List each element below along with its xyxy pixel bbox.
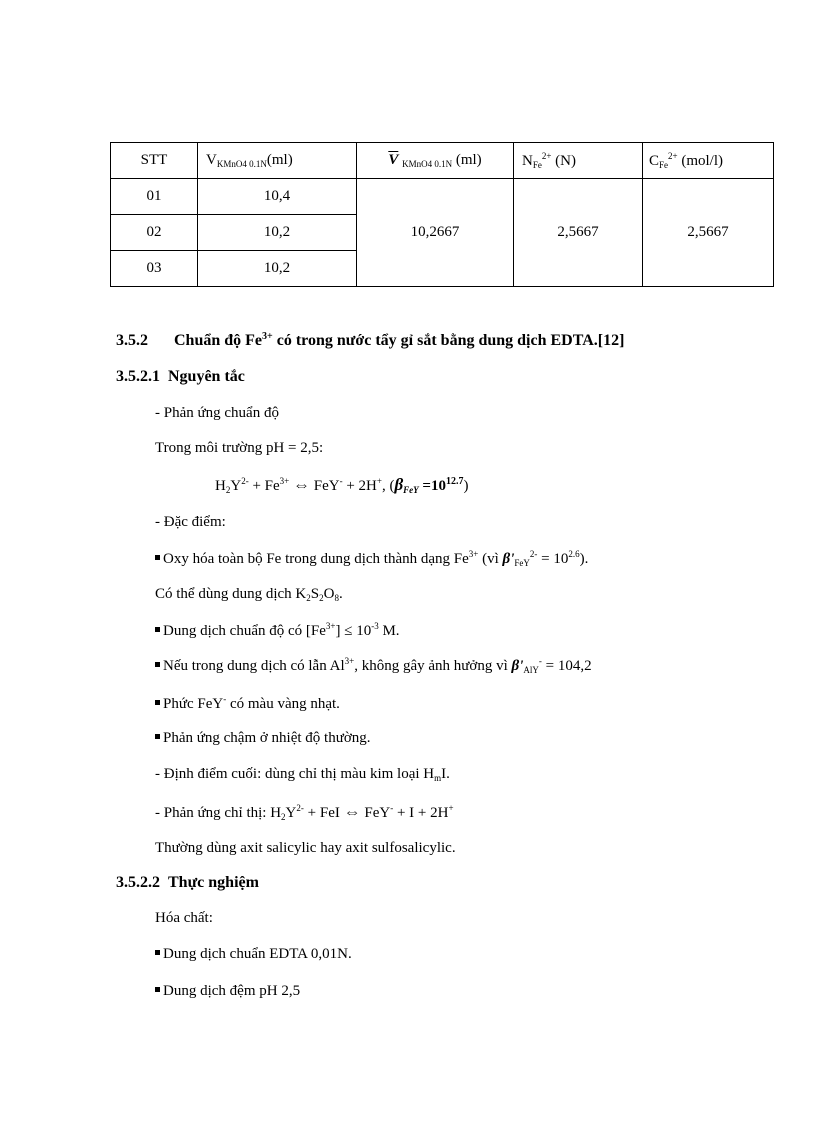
text-line: Có thể dùng dung dịch $K_2S_2O_8$. [155,586,343,603]
cell-mean-volume: 10,2667 [357,179,514,287]
header-concentration: $C_{Fe}^{2+}$ (mol/l) [643,143,774,179]
bullet-item: Dung dịch đệm pH 2,5 [155,983,300,1000]
table-row [111,179,774,215]
text-line: - Phản ứng chuẩn độ [155,405,279,421]
cell-stt: 03 [111,251,198,287]
bullet-item: Phản ứng chậm ở nhiệt độ thường. [155,730,371,747]
bullet-icon [155,662,160,667]
text-line: Thường dùng axit salicylic hay axit sulfosalicylic. [155,840,456,856]
bullet-icon [155,987,160,992]
text-line: Hóa chất: [155,910,213,926]
bullet-item: Nếu trong dung dịch có lẫn $Al^{3+}$, không gây ảnh hưởng vì $\beta'_{AlY}^- = 104,2$ [155,656,592,675]
text-line: - Định điểm cuối: dùng chỉ thị màu kim loại $H_mI$. [155,766,450,783]
bullet-item: Phức FeY- có màu vàng nhạt. [155,694,340,713]
cell-volume: 10,2 [198,251,357,287]
bullet-icon [155,950,160,955]
bullet-item: Oxy hóa toàn bộ Fe trong dung dịch thành dạng $Fe^{3+}$ (vì $\beta'_{FeY}^{2-} = 10^{2.6}$). [155,549,588,568]
bullet-item: Dung dịch chuẩn độ có $[Fe^{3+}] \le 10^{-3}$ M. [155,621,400,640]
text-line: Trong môi trường pH = 2,5: [155,440,324,456]
cell-normality: 2,5667 [514,179,643,287]
cell-volume: 10,4 [198,179,357,215]
cell-stt: 01 [111,179,198,215]
bullet-icon [155,627,160,632]
table-header-row [111,143,774,179]
header-volume: $V_{KMnO4 0.1N}(ml)$ [198,143,357,179]
header-stt: STT [111,143,198,179]
indicator-reaction: - Phản ứng chỉ thị: $H_2Y^{2-}$ + FeI ⇔ FeY- + I + 2H+ [155,802,454,822]
header-mean-volume: $\overline{V}$ $_{KMnO4 0.1N}$ (ml) [357,143,514,179]
reaction-equation: $H_2Y^{2-} + Fe^{3+}$ ⇔ FeY- + 2H+, $(\beta_{FeY} =10^{12.7})$ [215,475,469,495]
cell-stt: 02 [111,215,198,251]
bullet-icon [155,734,160,739]
section-heading: 3.5.2 Chuẩn độ $Fe^{3+}$ có trong nước tẩy gỉ sắt bằng dung dịch EDTA.[12] [116,331,625,349]
bullet-item: Dung dịch chuẩn EDTA 0,01N. [155,946,352,963]
header-normality: $N_{Fe}^{2+}$ (N) [514,143,643,179]
bullet-icon [155,555,160,560]
subsection-heading-experiment: 3.5.2.2 Thực nghiệm [116,874,259,891]
cell-concentration: 2,5667 [643,179,774,287]
subsection-heading-principle: 3.5.2.1 Nguyên tắc [116,368,245,385]
titration-table [110,142,774,287]
cell-volume: 10,2 [198,215,357,251]
bullet-icon [155,700,160,705]
text-line: - Đặc điểm: [155,514,226,530]
